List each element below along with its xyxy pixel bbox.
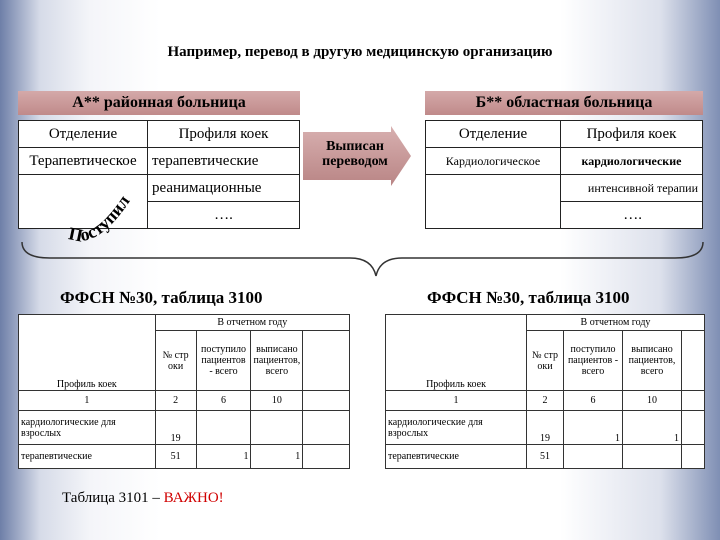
arrow-label-line1: Выписан bbox=[326, 139, 384, 154]
form-b-row-num: 19 bbox=[527, 411, 564, 445]
form-a-row-extra bbox=[303, 445, 350, 469]
slide-title: Например, перевод в другую медицинскую организацию bbox=[167, 44, 553, 60]
form-b-index: 2 bbox=[527, 391, 564, 411]
form-a-col-extra bbox=[303, 331, 350, 391]
form-a-col-num: № стр оки bbox=[155, 331, 196, 391]
form-b-row-extra bbox=[682, 411, 705, 445]
form-a-col-profile: Профиль коек bbox=[19, 315, 156, 391]
form-b-col-extra bbox=[682, 331, 705, 391]
form-b-index: 10 bbox=[623, 391, 682, 411]
form-b-title: ФФСН №30, таблица 3100 bbox=[427, 288, 630, 307]
form-b-row-admitted bbox=[564, 445, 623, 469]
form-a-col-admitted: поступило пациентов - всего bbox=[196, 331, 251, 391]
form-b-table bbox=[385, 314, 705, 469]
hospital-a-profile: терапевтические bbox=[148, 148, 300, 175]
hospital-b-header: Б** областная больница bbox=[425, 91, 703, 115]
hospital-b-department: Кардиологическое bbox=[426, 148, 561, 175]
hospital-b-table bbox=[425, 120, 703, 229]
hospital-a-col-dept: Отделение bbox=[19, 121, 148, 148]
form-b-row-discharged bbox=[623, 445, 682, 469]
hospital-b-col-dept: Отделение bbox=[426, 121, 561, 148]
arrow-label-line2: переводом bbox=[322, 154, 388, 169]
hospital-a-department: Терапевтическое bbox=[19, 148, 148, 175]
form-a-row-extra bbox=[303, 411, 350, 445]
admitted-label-text: Поступил bbox=[67, 191, 134, 246]
form-a-table bbox=[18, 314, 350, 469]
form-a-title: ФФСН №30, таблица 3100 bbox=[60, 288, 263, 307]
arrow-label bbox=[305, 139, 405, 169]
form-b-row-discharged: 1 bbox=[623, 411, 682, 445]
form-a-index-extra bbox=[303, 391, 350, 411]
form-b-row-extra bbox=[682, 445, 705, 469]
form-a-index: 1 bbox=[19, 391, 156, 411]
form-b-index: 6 bbox=[564, 391, 623, 411]
form-b-row-num: 51 bbox=[527, 445, 564, 469]
form-b-col-admitted: поступило пациентов - всего bbox=[564, 331, 623, 391]
form-b-row-profile: терапевтические bbox=[386, 445, 527, 469]
form-a-row-num: 19 bbox=[155, 411, 196, 445]
hospital-a-profile: реанимационные bbox=[148, 175, 300, 202]
form-a-period: В отчетном году bbox=[155, 315, 349, 331]
brace-icon bbox=[20, 240, 705, 280]
form-a-row-admitted: 1 bbox=[196, 445, 251, 469]
form-a-row-profile: терапевтические bbox=[19, 445, 156, 469]
form-b-index-extra bbox=[682, 391, 705, 411]
hospital-a-profile: …. bbox=[148, 202, 300, 229]
note-prefix: Таблица 3101 – bbox=[62, 490, 164, 506]
svg-text:Поступил bbox=[67, 191, 134, 245]
form-a-col-discharged: выписано пациентов, всего bbox=[251, 331, 303, 391]
hospital-b-profile: …. bbox=[561, 202, 703, 229]
hospital-a-header: А** районная больница bbox=[18, 91, 300, 115]
note-important: ВАЖНО! bbox=[163, 490, 224, 506]
form-b-period: В отчетном году bbox=[527, 315, 705, 331]
hospital-b-profile: кардиологические bbox=[561, 148, 703, 175]
form-b-col-discharged: выписано пациентов, всего bbox=[623, 331, 682, 391]
hospital-b-empty-cell bbox=[426, 175, 561, 229]
form-a-index: 2 bbox=[155, 391, 196, 411]
form-a-row-profile: кардиологические для взрослых bbox=[19, 411, 156, 445]
hospital-b-profile: интенсивной терапии bbox=[561, 175, 703, 202]
form-a-row-admitted bbox=[196, 411, 251, 445]
form-a-index: 6 bbox=[196, 391, 251, 411]
form-a-row-discharged bbox=[251, 411, 303, 445]
form-a-row-discharged: 1 bbox=[251, 445, 303, 469]
form-a-index: 10 bbox=[251, 391, 303, 411]
form-b-index: 1 bbox=[386, 391, 527, 411]
form-b-col-num: № стр оки bbox=[527, 331, 564, 391]
hospital-a-col-profile: Профиля коек bbox=[148, 121, 300, 148]
form-b-col-profile: Профиль коек bbox=[386, 315, 527, 391]
form-b-row-profile: кардиологические для взрослых bbox=[386, 411, 527, 445]
form-b-row-admitted: 1 bbox=[564, 411, 623, 445]
important-note bbox=[62, 490, 224, 507]
form-a-row-num: 51 bbox=[155, 445, 196, 469]
hospital-b-col-profile: Профиля коек bbox=[561, 121, 703, 148]
